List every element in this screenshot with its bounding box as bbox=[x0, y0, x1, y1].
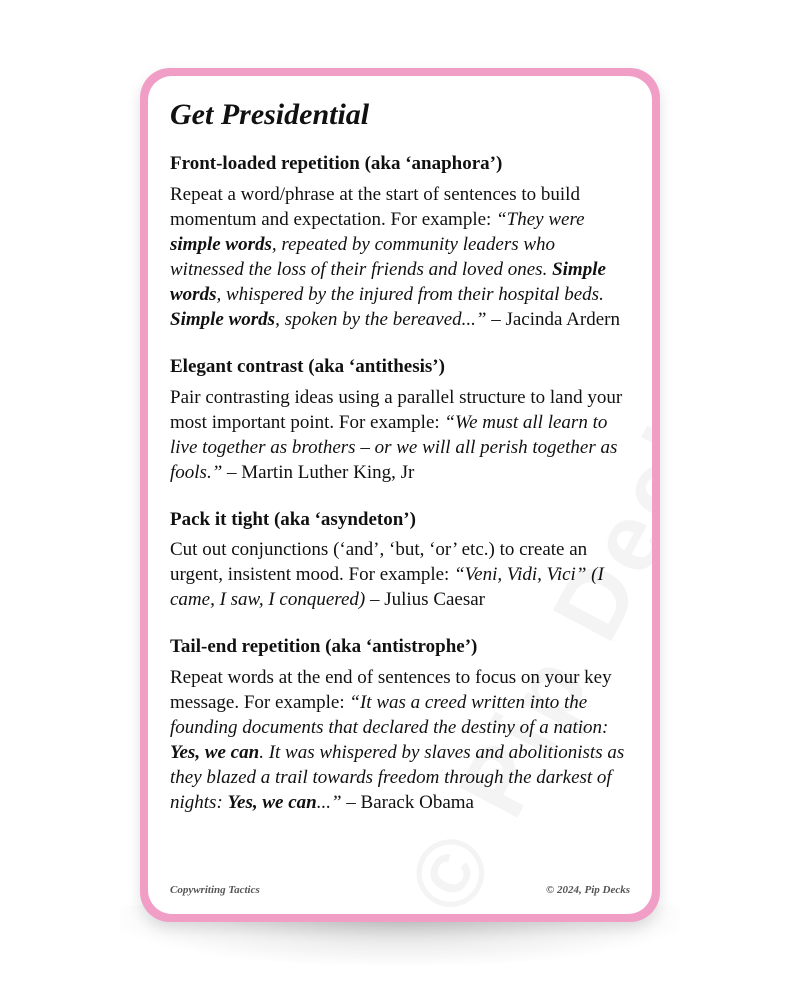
quote-emphasis: Simple words bbox=[170, 258, 606, 305]
section-body bbox=[170, 665, 630, 815]
quote-attribution: – Martin Luther King, Jr bbox=[222, 461, 415, 483]
section-intro: Repeat a word/phrase at the start of sentences to build momentum and expectation. For example: bbox=[170, 183, 580, 230]
quote-emphasis: Yes, we can bbox=[227, 792, 317, 814]
quote-attribution: – Julius Caesar bbox=[365, 589, 486, 611]
card-footer bbox=[170, 884, 630, 896]
section-anaphora bbox=[170, 153, 630, 332]
quote-text: “We must all learn to live together as brothers – or we will all perish together as fools.” bbox=[170, 411, 618, 483]
card-title: Get Presidential bbox=[170, 98, 370, 131]
deck-name: Copywriting Tactics bbox=[170, 884, 260, 896]
section-asyndeton bbox=[170, 509, 630, 613]
card-content bbox=[170, 98, 630, 839]
quote-text: “It was a creed written into the founding documents that declared the destiny of a nation: bbox=[170, 692, 609, 739]
quote-attribution: – Jacinda Ardern bbox=[486, 308, 620, 330]
section-body bbox=[170, 182, 630, 332]
quote-text: . It was whispered by slaves and abolitionists as they blazed a trail towards freedom through the darkest of nights: bbox=[170, 742, 625, 814]
section-heading: Tail-end repetition (aka ‘antistrophe’) bbox=[170, 636, 478, 658]
section-intro: Repeat words at the end of sentences to focus on your key message. For example: bbox=[170, 667, 612, 714]
quote-text: , repeated by community leaders who witnessed the loss of their friends and loved ones. bbox=[170, 233, 556, 280]
quote-text: “Veni, Vidi, Vici” (I came, I saw, I conquered) bbox=[170, 564, 604, 611]
section-antithesis bbox=[170, 356, 630, 485]
tactic-card bbox=[140, 68, 660, 922]
section-body bbox=[170, 385, 630, 485]
card-face bbox=[148, 76, 652, 914]
quote-emphasis: Simple words bbox=[170, 308, 276, 330]
quote-text: , spoken by the bereaved...” bbox=[275, 308, 487, 330]
section-body bbox=[170, 537, 630, 612]
quote-emphasis: simple words bbox=[170, 233, 272, 255]
quote-text: “They were bbox=[496, 208, 585, 230]
copyright-notice: © 2024, Pip Decks bbox=[546, 884, 630, 896]
quote-text: , whispered by the injured from their hospital beds. bbox=[216, 283, 604, 305]
quote-emphasis: Yes, we can bbox=[170, 742, 260, 764]
section-heading: Elegant contrast (aka ‘antithesis’) bbox=[170, 355, 445, 377]
section-antistrophe bbox=[170, 636, 630, 815]
section-heading: Pack it tight (aka ‘asyndeton’) bbox=[170, 508, 416, 530]
quote-text: ...” bbox=[316, 792, 342, 814]
section-intro: Pair contrasting ideas using a parallel structure to land your most important point. For example: bbox=[170, 386, 623, 433]
section-intro: Cut out conjunctions (‘and’, ‘but, ‘or’ etc.) to create an urgent, insistent mood. For example: bbox=[170, 539, 588, 586]
quote-attribution: – Barack Obama bbox=[341, 792, 474, 814]
section-heading: Front-loaded repetition (aka ‘anaphora’) bbox=[170, 153, 503, 174]
